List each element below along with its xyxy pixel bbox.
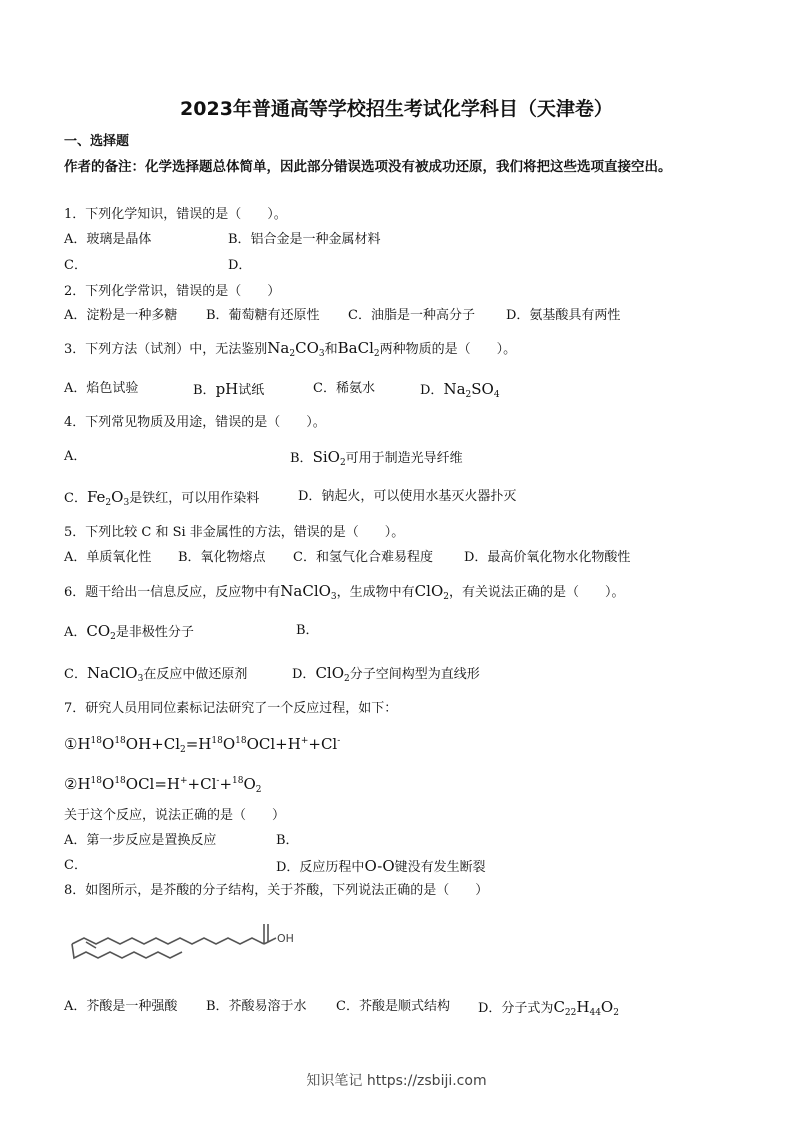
q2-option-c: C．油脂是一种高分子	[348, 308, 475, 323]
q4-stem: 4．下列常见物质及用途，错误的是（ ）。	[64, 415, 326, 430]
hydroxyl-label: OH	[277, 932, 294, 945]
section-heading: 一、选择题	[64, 134, 130, 149]
q8-option-c: C．芥酸是顺式结构	[336, 999, 450, 1014]
q7-equation-1: $①H^{18}O^{18}OH+Cl_2=H^{18}O^{18}OCl+H^++Cl^-$	[64, 735, 341, 755]
q5-option-d: D．最高价氧化物水化物酸性	[464, 550, 631, 565]
q1-option-d: D．	[228, 258, 252, 273]
q6-option-a: A．$CO_2$是非极性分子	[64, 622, 194, 642]
q3-option-c: C．稀氨水	[313, 381, 375, 396]
q2-option-b: B．葡萄糖有还原性	[206, 308, 320, 323]
q6-option-b: B．	[296, 623, 319, 638]
q7-stem: 7．研究人员用同位素标记法研究了一个反应过程，如下：	[64, 701, 398, 716]
q5-stem: 5．下列比较 C 和 Si 非金属性的方法，错误的是（ ）。	[64, 525, 405, 540]
q7-option-b: B．	[276, 833, 299, 848]
q4-option-b: B．SiO$_2$可用于制造光导纤维	[290, 448, 463, 468]
author-note: 作者的备注：化学选择题总体简单，因此部分错误选项没有被成功还原，我们将把这些选项直接空出。	[64, 159, 672, 175]
q6-option-c: C．NaClO$_3$在反应中做还原剂	[64, 664, 248, 684]
lower-carbon-chain	[72, 944, 182, 958]
q2-option-a: A．淀粉是一种多糖	[64, 308, 178, 323]
q2-stem: 2．下列化学常识，错误的是（ ）	[64, 284, 281, 299]
q7-option-c: C．	[64, 858, 87, 873]
q5-option-b: B．氧化物熔点	[178, 550, 266, 565]
q1-option-c: C．	[64, 258, 87, 273]
q6-stem: 6．题干给出一信息反应，反应物中有NaClO$_3$，生成物中有ClO$_2$，有关说法正确的是（ ）。	[64, 582, 625, 602]
erucic-acid-structure-image	[66, 908, 306, 968]
q7-option-d: D．反应历程中O-O键没有发生断裂	[276, 857, 486, 875]
q8-option-d: D．分子式为$C_{22}H_{44}O_2$	[478, 998, 619, 1018]
q3-option-b: B．pH试纸	[193, 380, 265, 398]
q7-option-a: A．第一步反应是置换反应	[64, 833, 217, 848]
q8-option-b: B．芥酸易溶于水	[206, 999, 307, 1014]
q8-option-a: A．芥酸是一种强酸	[64, 999, 178, 1014]
q1-stem: 1．下列化学知识，错误的是（ ）。	[64, 207, 287, 222]
q5-option-a: A．单质氧化性	[64, 550, 152, 565]
q3-stem: 3．下列方法（试剂）中，无法鉴别$Na_2CO_3$和BaCl$_2$两种物质的是（ ）。	[64, 339, 517, 359]
q7-question: 关于这个反应，说法正确的是（ ）	[64, 808, 286, 823]
q7-equation-2: $②H^{18}O^{18}OCl=H^++Cl^-+^{18}O_2$	[64, 775, 262, 795]
q1-option-a: A．玻璃是晶体	[64, 232, 152, 247]
upper-carbon-chain	[72, 938, 264, 944]
q6-option-d: D．ClO$_2$分子空间构型为直线形	[292, 664, 480, 684]
q4-option-a: A．	[64, 449, 87, 464]
q4-option-c: C．$Fe_2O_3$是铁红，可以用作染料	[64, 488, 260, 508]
q8-stem: 8．如图所示，是芥酸的分子结构，关于芥酸，下列说法正确的是（ ）	[64, 883, 489, 898]
footer-watermark: 知识笔记 https://zsbiji.com	[306, 1073, 487, 1089]
page-title: 2023年普通高等学校招生考试化学科目（天津卷）	[180, 98, 613, 120]
q3-option-a: A．焰色试验	[64, 381, 139, 396]
q3-option-d: D．$Na_2SO_4$	[420, 380, 500, 400]
q2-option-d: D．氨基酸具有两性	[506, 308, 621, 323]
q5-option-c: C．和氢气化合难易程度	[293, 550, 433, 565]
q1-option-b: B．铝合金是一种金属材料	[228, 232, 381, 247]
hydroxyl-bond	[264, 938, 276, 944]
q4-option-d: D．钠起火，可以使用水基灭火器扑灭	[298, 489, 517, 504]
